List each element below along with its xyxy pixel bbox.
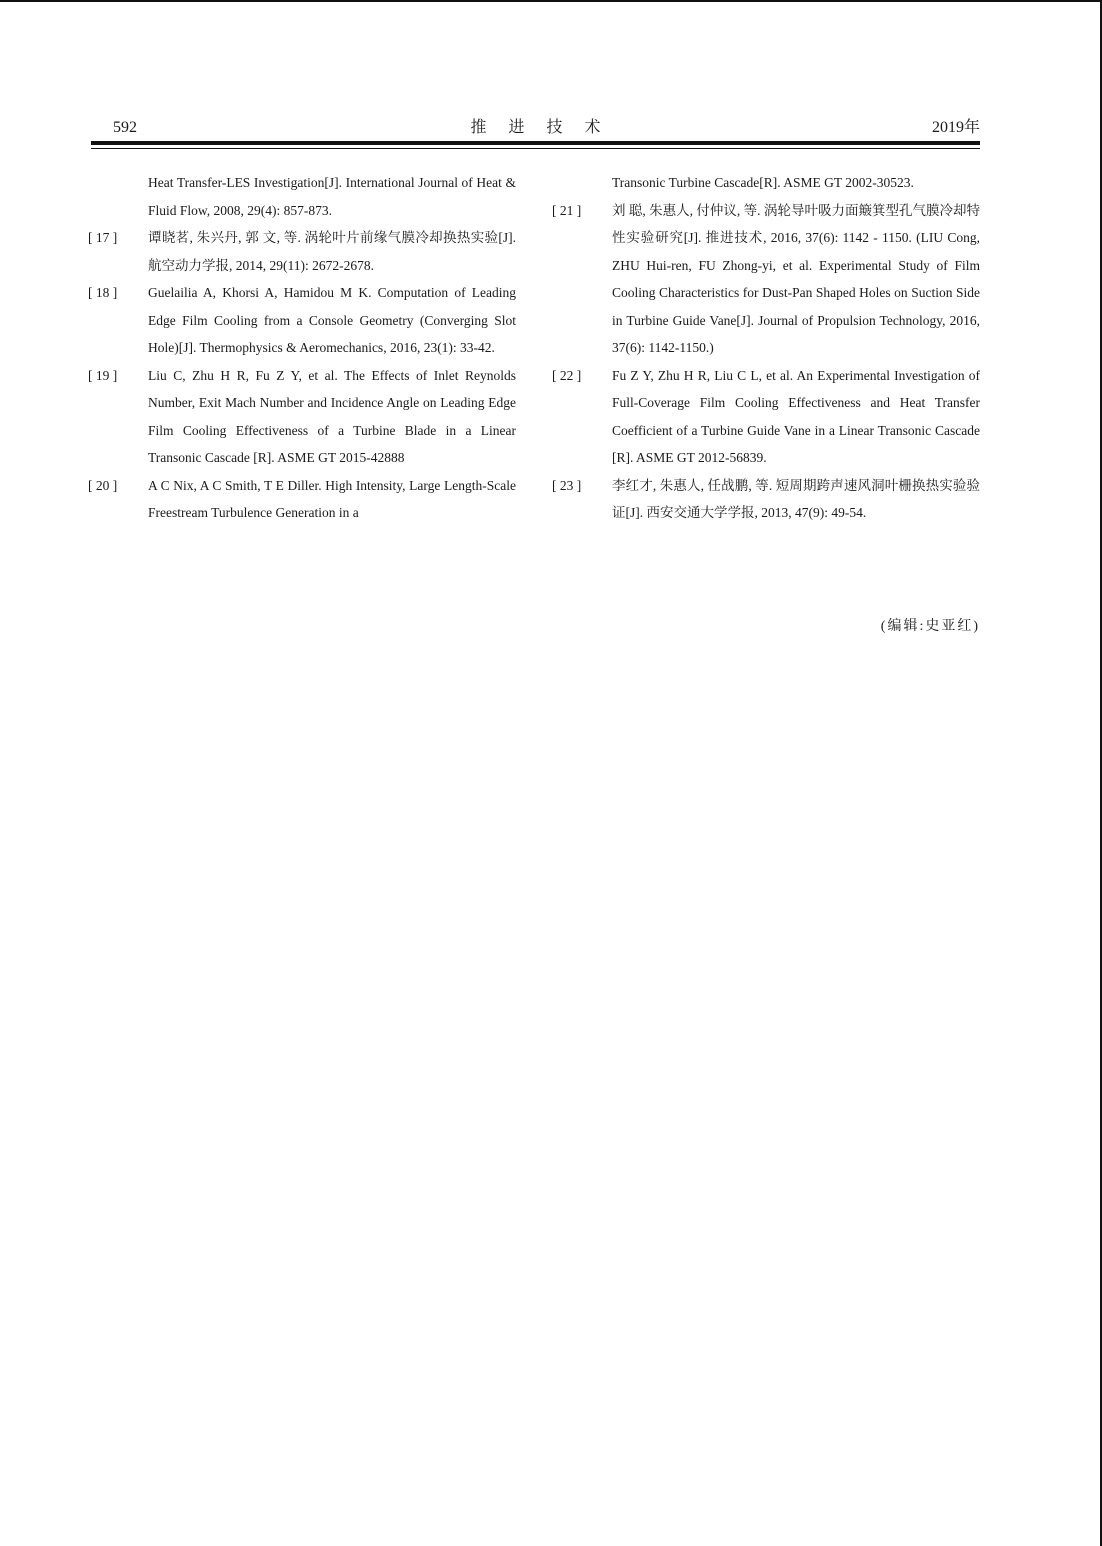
reference-text: Fu Z Y, Zhu H R, Liu C L, et al. An Experimental Investigation of Full-Coverage Film Cooling Effectiveness and Heat Transfer Coefficient of a Turbine Guide Vane in a Linear Transonic Cascade [R]. ASME GT 2012-56839. xyxy=(612,367,980,465)
reference-entry xyxy=(552,472,980,527)
reference-text: Liu C, Zhu H R, Fu Z Y, et al. The Effects of Inlet Reynolds Number, Exit Mach Number and Incidence Angle on Leading Edge Film Cooling Effectiveness of a Turbine Blade in a Linear Transonic Cascade [R]. ASME GT 2015-42888 xyxy=(148,367,516,465)
header-rule-thick xyxy=(91,141,980,145)
reference-number: [ 17 ] xyxy=(88,230,118,245)
reference-text: 谭晓茗, 朱兴丹, 郭 文, 等. 涡轮叶片前缘气膜冷却换热实验[J]. 航空动力学报, 2014, 29(11): 2672-2678. xyxy=(148,230,516,273)
reference-number: [ 18 ] xyxy=(88,285,118,300)
reference-entry xyxy=(88,224,516,279)
reference-entry xyxy=(552,197,980,362)
page-frame-top xyxy=(0,0,1102,2)
reference-entry xyxy=(88,472,516,527)
reference-number: [ 19 ] xyxy=(88,367,118,383)
reference-text: A C Nix, A C Smith, T E Diller. High Intensity, Large Length-Scale Freestream Turbulence Generation in a xyxy=(148,477,516,520)
reference-text: Transonic Turbine Cascade[R]. ASME GT 2002-30523. xyxy=(612,175,914,190)
page-number: 592 xyxy=(113,119,137,136)
issue-year: 2019年 xyxy=(931,119,980,136)
reference-number: [ 21 ] xyxy=(552,202,582,218)
reference-entry xyxy=(552,362,980,472)
right-reference-column xyxy=(552,169,980,527)
running-header xyxy=(91,117,980,139)
journal-title: 推 进 技 术 xyxy=(470,119,610,136)
reference-entry xyxy=(88,279,516,362)
editor-note: (编辑:史亚红) xyxy=(880,619,980,634)
reference-number: [ 20 ] xyxy=(88,477,118,493)
left-reference-column xyxy=(88,169,516,527)
reference-entry xyxy=(88,362,516,472)
reference-text: 李红才, 朱惠人, 任战鹏, 等. 短周期跨声速风洞叶栅换热实验验证[J]. 西安交通大学学报, 2013, 47(9): 49-54. xyxy=(612,477,980,520)
reference-entry xyxy=(552,169,980,197)
reference-number: [ 23 ] xyxy=(552,477,582,493)
reference-text: 刘 聪, 朱惠人, 付仲议, 等. 涡轮导叶吸力面簸箕型孔气膜冷却特性实验研究[J]. 推进技术, 2016, 37(6): 1142 - 1150. (LIU Cong, ZHU Hui-ren, FU Zhong-yi, et al. Experimental Study of Film Cooling Characteristics for Dust-Pan Shaped Holes on Suction Side in Turbine Guide Vane[J]. Journal of Propulsion Technology, 2016, 37(6): 1142-1150.) xyxy=(612,202,980,355)
reference-text: Guelailia A, Khorsi A, Hamidou M K. Computation of Leading Edge Film Cooling from a Console Geometry (Converging Slot Hole)[J]. Thermophysics & Aeromechanics, 2016, 23(1): 33-42. xyxy=(148,285,516,355)
reference-number: [ 22 ] xyxy=(552,367,582,383)
reference-text: Heat Transfer-LES Investigation[J]. International Journal of Heat & Fluid Flow, 2008, 29(4): 857-873. xyxy=(148,175,516,218)
header-rule-thin xyxy=(91,148,980,149)
reference-entry xyxy=(88,169,516,224)
